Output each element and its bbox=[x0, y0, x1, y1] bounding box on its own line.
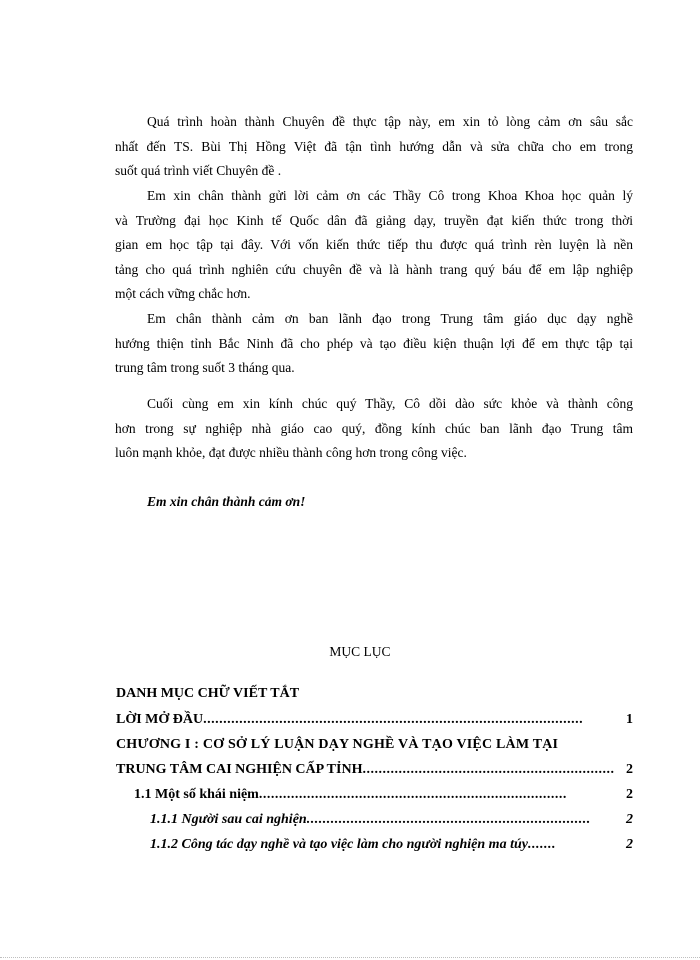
paragraph-line: hướng thiện tỉnh Bắc Ninh đã cho phép và tạo điều kiện thuận lợi để em thực tập tại bbox=[115, 335, 633, 351]
toc-page-number: 2 bbox=[626, 787, 633, 802]
paragraph-line: Quá trình hoàn thành Chuyên đề thực tập này, em xin tỏ lòng cảm ơn sâu sắc bbox=[147, 114, 633, 129]
paragraph-line: suốt quá trình viết Chuyên đề . bbox=[115, 163, 282, 179]
paragraph-line: Em chân thành cảm ơn ban lãnh đạo trong Trung tâm giáo dục dạy nghề bbox=[147, 311, 633, 326]
toc-entry[interactable] bbox=[116, 712, 633, 728]
toc-leader-dots: ............................................................... bbox=[362, 762, 615, 777]
page-bottom-divider bbox=[0, 957, 700, 958]
acknowledgement-paragraph-4 bbox=[115, 392, 633, 466]
toc-entry-label: 1.1.2 Công tác dạy nghề và tạo việc làm cho người nghiện ma túy bbox=[150, 837, 528, 852]
toc-entry[interactable] bbox=[134, 787, 633, 803]
toc-leader-dots: ............................................................................. bbox=[258, 787, 567, 802]
toc-page-number: 2 bbox=[626, 837, 633, 852]
toc-entry[interactable] bbox=[116, 686, 299, 702]
toc-leader-dots: ............................................................................................... bbox=[203, 712, 584, 727]
paragraph-line: hơn trong sự nghiệp nhà giáo cao quý, đồng kính chúc ban lãnh đạo Trung tâm bbox=[115, 420, 633, 436]
toc-page-number: 2 bbox=[626, 762, 633, 777]
toc-leader-dots: ....... bbox=[527, 837, 556, 852]
toc-page-number: 2 bbox=[626, 812, 633, 827]
toc-entry-label: 1.1.1 Người sau cai nghiện bbox=[150, 812, 307, 827]
toc-page-number: 1 bbox=[626, 712, 633, 727]
paragraph-line: trung tâm trong suốt 3 tháng qua. bbox=[115, 360, 295, 376]
paragraph-line: một cách vững chắc hơn. bbox=[115, 286, 251, 302]
acknowledgement-paragraph-1 bbox=[115, 110, 633, 184]
acknowledgement-paragraph-2 bbox=[115, 184, 633, 307]
paragraph-line: nhất đến TS. Bùi Thị Hồng Việt đã tận tình hướng dẫn và sửa chữa cho em trong bbox=[115, 138, 633, 154]
toc-title: MỤC LỤC bbox=[329, 644, 391, 659]
acknowledgement-paragraph-3 bbox=[115, 307, 633, 381]
toc-entry-label: DANH MỤC CHỮ VIẾT TẮT bbox=[116, 686, 300, 701]
paragraph-line: tảng cho quá trình nghiên cứu chuyên đề và là hành trang quý báu để em lập nghiệp bbox=[115, 261, 633, 277]
toc-entry-label: 1.1 Một số khái niệm bbox=[134, 787, 259, 802]
toc-entry[interactable] bbox=[150, 812, 633, 828]
paragraph-line: Cuối cùng em xin kính chúc quý Thầy, Cô dồi dào sức khỏe và thành công bbox=[147, 396, 633, 411]
toc-entry[interactable] bbox=[116, 762, 633, 778]
toc-entry[interactable] bbox=[116, 737, 633, 753]
toc-entry-label: LỜI MỞ ĐẦU bbox=[116, 712, 204, 727]
paragraph-line: gian em học tập tại đây. Với vốn kiến thức tiếp thu được quá trình rèn luyện là nền bbox=[115, 237, 633, 253]
closing-thanks: Em xin chân thành cảm ơn! bbox=[147, 494, 306, 509]
paragraph-line: và Trường đại học Kinh tế Quốc dân đã giảng dạy, truyền đạt kiến thức trong thời bbox=[115, 212, 633, 228]
paragraph-line: luôn mạnh khỏe, đạt được nhiều thành công hơn trong công việc. bbox=[115, 445, 467, 461]
toc-entry-label: CHƯƠNG I : CƠ SỞ LÝ LUẬN DẠY NGHỀ VÀ TẠO VIỆC LÀM TẠI bbox=[116, 737, 559, 752]
toc-entry[interactable] bbox=[150, 837, 633, 853]
paragraph-line: Em xin chân thành gửi lời cảm ơn các Thầy Cô trong Khoa Khoa học quản lý bbox=[147, 188, 633, 203]
toc-leader-dots: ....................................................................... bbox=[306, 812, 591, 827]
toc-entry-label: TRUNG TÂM CAI NGHIỆN CẤP TỈNH bbox=[116, 762, 363, 777]
